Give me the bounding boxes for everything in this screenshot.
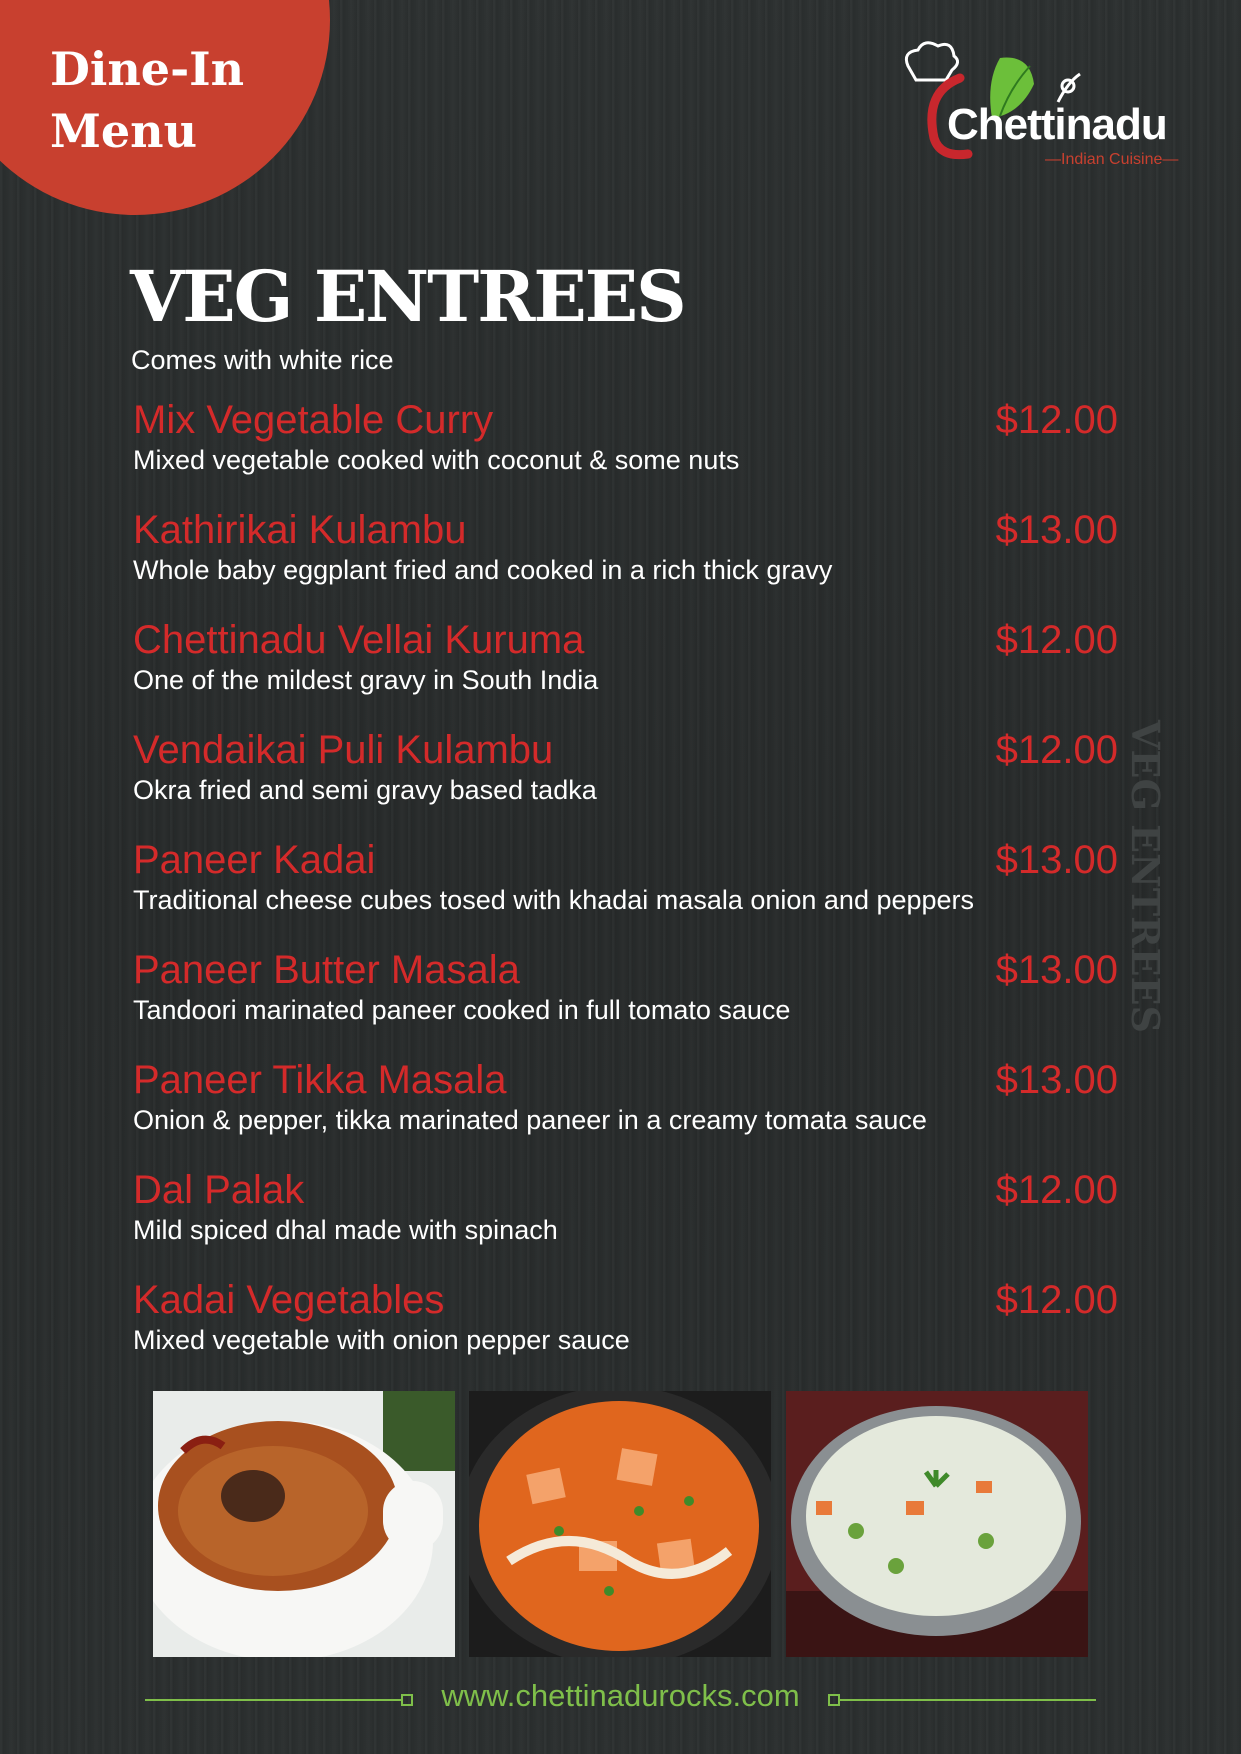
- footer-divider-right: [840, 1699, 1096, 1701]
- menu-item: [133, 615, 1118, 725]
- logo-name: Chettinadu: [947, 100, 1167, 149]
- item-price: $13.00: [995, 838, 1118, 882]
- item-description: One of the mildest gravy in South India: [133, 665, 599, 695]
- menu-item: [133, 505, 1118, 615]
- menu-item: [133, 1055, 1118, 1165]
- menu-item: [133, 395, 1118, 505]
- item-name: Mix Vegetable Curry: [133, 398, 494, 442]
- menu-item-list: [133, 395, 1118, 1385]
- item-description: Whole baby eggplant fried and cooked in a rich thick gravy: [133, 555, 833, 585]
- chettinadu-logo: [900, 38, 1210, 178]
- item-name: Vendaikai Puli Kulambu: [133, 728, 554, 772]
- header-line-2: Menu: [50, 104, 198, 158]
- item-name: Paneer Kadai: [133, 838, 376, 882]
- item-price: $12.00: [995, 1168, 1118, 1212]
- item-price: $13.00: [995, 948, 1118, 992]
- food-photo-kulambu: [153, 1391, 455, 1657]
- item-price: $13.00: [995, 1058, 1118, 1102]
- item-name: Paneer Butter Masala: [133, 948, 520, 992]
- item-price: $12.00: [995, 398, 1118, 442]
- item-name: Kadai Vegetables: [133, 1278, 445, 1322]
- menu-item: [133, 1165, 1118, 1275]
- side-watermark-label: VEG ENTREES: [1123, 720, 1168, 1034]
- menu-item: [133, 945, 1118, 1055]
- menu-item: [133, 725, 1118, 835]
- header-line-1: Dine-In: [50, 42, 245, 96]
- item-name: Kathirikai Kulambu: [133, 508, 467, 552]
- item-price: $12.00: [995, 728, 1118, 772]
- item-name: Dal Palak: [133, 1168, 305, 1212]
- item-description: Traditional cheese cubes tosed with khadai masala onion and peppers: [133, 885, 975, 915]
- item-description: Mixed vegetable with onion pepper sauce: [133, 1325, 630, 1355]
- item-description: Mixed vegetable cooked with coconut & some nuts: [133, 445, 740, 475]
- item-price: $12.00: [995, 1278, 1118, 1322]
- item-name: Chettinadu Vellai Kuruma: [133, 618, 585, 662]
- logo-tagline: —Indian Cuisine—: [1045, 151, 1179, 168]
- item-description: Tandoori marinated paneer cooked in full tomato sauce: [133, 995, 791, 1025]
- section-subtitle: Comes with white rice: [131, 345, 394, 375]
- food-photo-paneer-butter-masala: [469, 1391, 771, 1657]
- menu-item: [133, 1275, 1118, 1385]
- item-price: $12.00: [995, 618, 1118, 662]
- menu-item: [133, 835, 1118, 945]
- website-url[interactable]: www.chettinadurocks.com: [441, 1678, 800, 1713]
- item-name: Paneer Tikka Masala: [133, 1058, 507, 1102]
- item-description: Onion & pepper, tikka marinated paneer in a creamy tomata sauce: [133, 1105, 927, 1135]
- item-description: Mild spiced dhal made with spinach: [133, 1215, 558, 1245]
- food-photo-vellai-kuruma: [786, 1391, 1088, 1657]
- item-price: $13.00: [995, 508, 1118, 552]
- footer-ornament-right: [828, 1694, 840, 1706]
- dine-in-menu-title: [50, 38, 244, 162]
- section-title: VEG ENTREES: [130, 255, 685, 338]
- item-description: Okra fried and semi gravy based tadka: [133, 775, 597, 805]
